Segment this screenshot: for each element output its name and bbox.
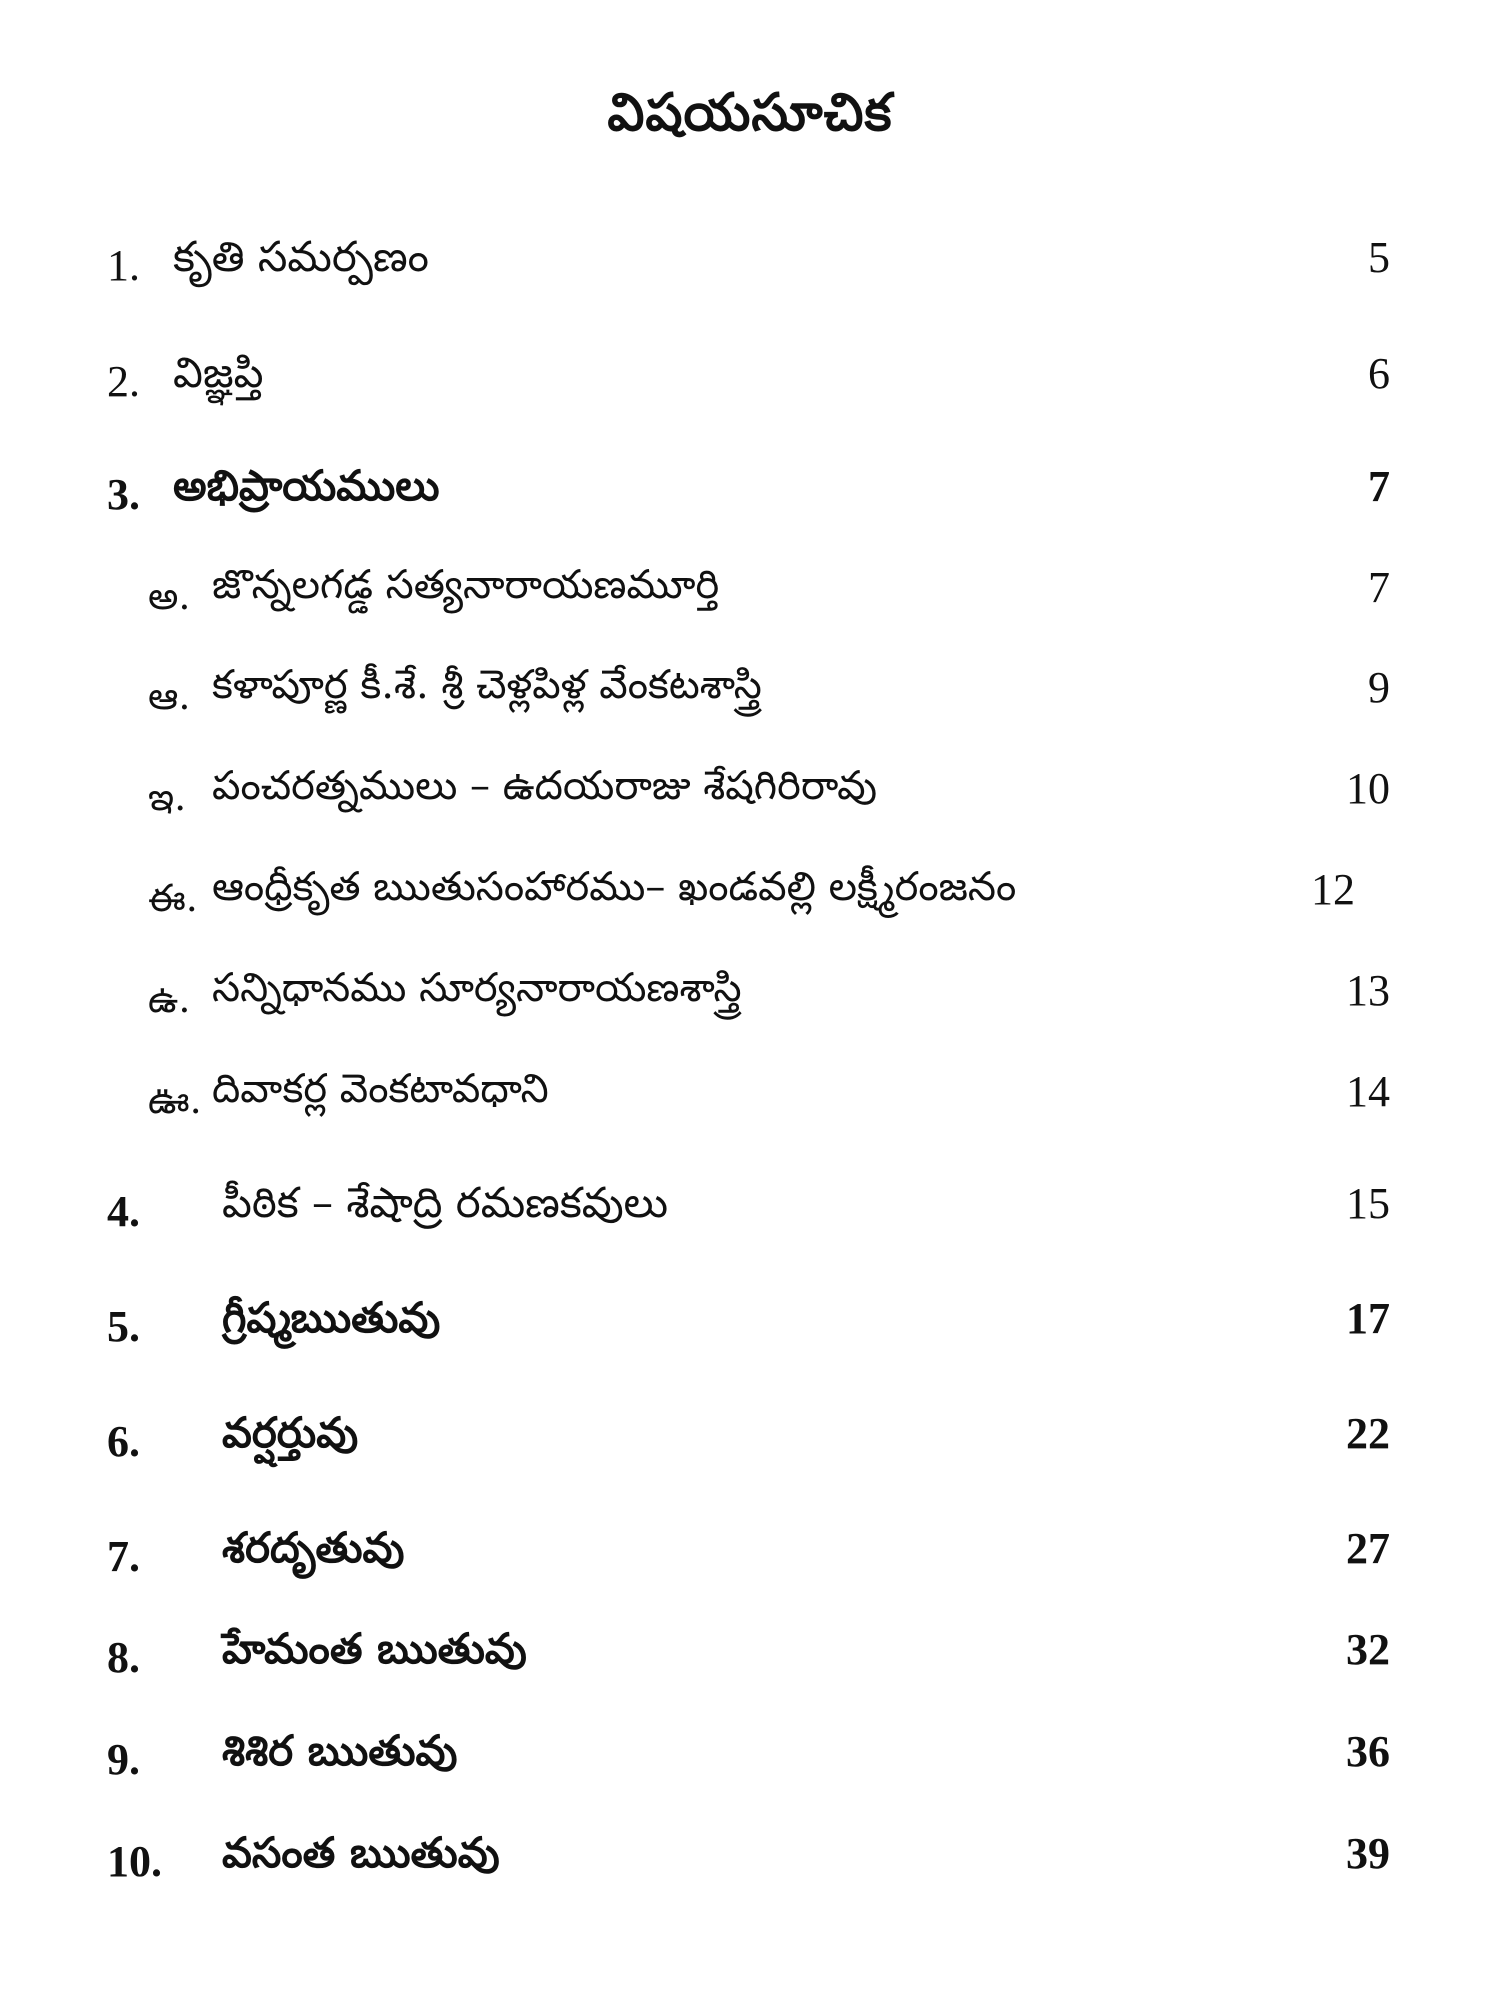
toc-entry [0,1624,1500,1694]
entry-page: 27 [1346,1524,1390,1573]
toc-subentry [0,965,1500,1035]
entry-title: కళాపూర్ణ కీ.శే. శ్రీ చెళ్లపిళ్ల వేంకటశాస్త్రి [212,662,762,708]
entry-title: విజ్ఞప్తి [173,348,264,397]
entry-title: శిశిర ఋతువు [222,1726,458,1775]
entry-title: శరదృతువు [222,1523,405,1572]
entry-title: సన్నిధానము సూర్యనారాయణశాస్త్రి [212,965,742,1011]
entry-number: 2. [107,357,140,406]
entry-page: 13 [1346,966,1390,1015]
entry-title: పీఠిక – శేషాద్రి రమణకవులు [222,1178,668,1227]
entry-title: ఆంధ్రీకృత ఋతుసంహారము– ఖండవల్లి లక్ష్మీరంజనం [212,864,1017,910]
entry-page: 6 [1368,349,1390,398]
entry-title: వసంత ఋతువు [222,1828,500,1877]
toc-entry [0,1408,1500,1478]
toc-subentry [0,662,1500,732]
toc-subentry [0,763,1500,833]
toc-entry [0,1523,1500,1593]
entry-title: కృతి సమర్పణం [173,232,429,281]
entry-page: 15 [1346,1179,1390,1228]
entry-number: 10. [107,1837,162,1886]
entry-number: అ. [148,574,191,618]
entry-number: 4. [107,1187,140,1236]
entry-page: 9 [1368,663,1390,712]
entry-page: 10 [1346,764,1390,813]
entry-number: ఈ. [148,876,198,920]
entry-page: 12 [1311,865,1355,914]
toc-entry [0,1293,1500,1363]
toc-entry [0,1828,1500,1898]
entry-number: ఆ. [148,674,191,718]
entry-number: ఉ. [148,977,191,1021]
entry-number: 8. [107,1633,140,1682]
entry-title: దివాకర్ల వెంకటావధాని [212,1066,549,1112]
entry-page: 5 [1368,233,1390,282]
entry-page: 39 [1346,1829,1390,1878]
entry-number: 3. [107,470,140,519]
entry-page: 7 [1368,563,1390,612]
entry-title: జొన్నలగడ్డ సత్యనారాయణమూర్తి [212,562,720,608]
toc-subentry [0,562,1500,632]
entry-title: వర్షర్తువు [222,1408,359,1457]
entry-page: 36 [1346,1727,1390,1776]
entry-number: 6. [107,1417,140,1466]
toc-subentry [0,864,1500,934]
entry-number: 5. [107,1302,140,1351]
toc-entry [0,232,1500,302]
entry-number: 7. [107,1532,140,1581]
entry-number: ఇ. [148,775,187,819]
page-title: విషయసూచిక [607,82,893,143]
toc-entry [0,348,1500,418]
entry-number: 9. [107,1735,140,1784]
entry-page: 17 [1346,1294,1390,1343]
entry-page: 14 [1346,1067,1390,1116]
entry-number: 1. [107,241,140,290]
toc-subentry [0,1066,1500,1136]
entry-title: హేమంత ఋతువు [222,1624,527,1673]
entry-title: పంచరత్నములు – ఉదయరాజు శేషగిరిరావు [212,763,877,809]
entry-title: గ్రీష్మఋతువు [222,1293,441,1342]
toc-entry [0,1726,1500,1796]
entry-page: 22 [1346,1409,1390,1458]
entry-title: అభిప్రాయములు [173,461,440,510]
entry-number: ఊ. [148,1078,202,1122]
toc-entry [0,1178,1500,1248]
toc-entry [0,461,1500,531]
entry-page: 7 [1368,462,1390,511]
entry-page: 32 [1346,1625,1390,1674]
